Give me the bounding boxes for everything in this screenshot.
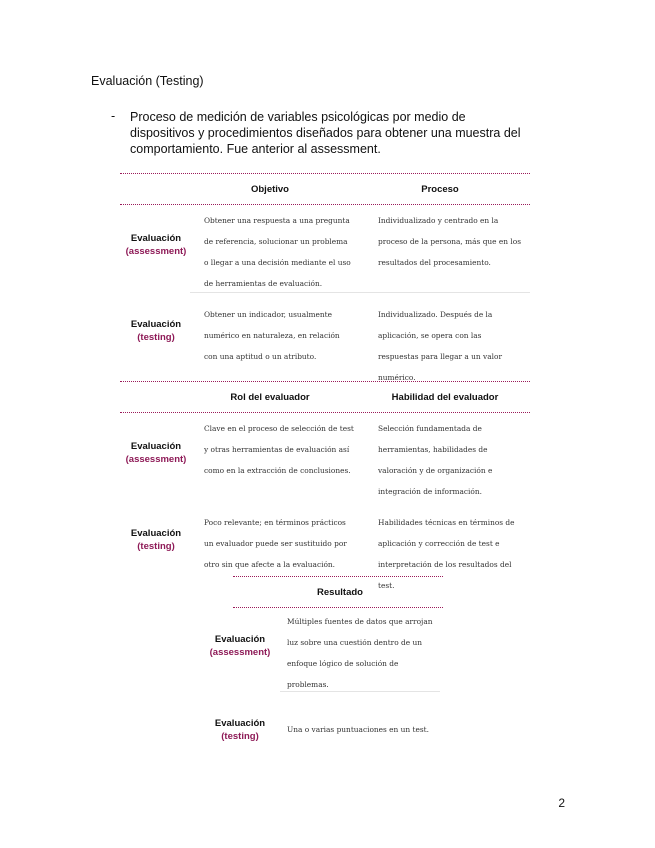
row-label-word: Evaluación [214,718,266,729]
table-cell: Obtener una respuesta a una pregunta de referencia, solucionar un problema o llegar a una decisión mediante el uso de herramientas de evaluación. [204,216,351,288]
column-header-resultado: Resultado [317,587,363,598]
row-label-word: Evaluación [130,441,182,452]
row-label-testing [118,527,194,553]
row-label-testing [118,318,194,344]
row-label-assessment [118,232,194,258]
row-divider [280,691,440,692]
table-header-rule [120,412,530,413]
row-label-assessment [203,633,277,659]
row-label-qualifier: (testing) [137,541,175,552]
column-header-habilidad-evaluador: Habilidad del evaluador [391,392,499,403]
column-header-rol-evaluador: Rol del evaluador [230,392,310,403]
row-label-word: Evaluación [130,233,182,244]
page-number: 2 [558,796,565,810]
row-label-qualifier: (testing) [137,332,175,343]
page-heading: Evaluación (Testing) [91,74,204,88]
row-label-qualifier: (assessment) [125,454,187,465]
row-label-qualifier: (testing) [221,731,259,742]
table-cell: Múltiples fuentes de datos que arrojan luz sobre una cuestión dentro de un enfoque lógico de solución de problemas. [287,617,433,689]
table-header-rule [120,204,530,205]
table-border-top [233,576,443,577]
table-header-rule [233,607,443,608]
row-label-qualifier: (assessment) [125,246,187,257]
table-border-top [120,381,530,382]
table-cell: Clave en el proceso de selección de test y otras herramientas de evaluación así como en la extracción de conclusiones. [204,424,354,475]
table-cell: Habilidades técnicas en términos de aplicación y corrección de test e interpretación de los resultados del test. [378,518,515,590]
table-cell: Individualizado. Después de la aplicación, se opera con las respuestas para llegar a un valor numérico. [378,310,502,382]
table-cell: Obtener un indicador, usualmente numérico en naturaleza, en relación con una aptitud o un atributo. [204,310,340,361]
row-label-qualifier: (assessment) [209,647,271,658]
row-label-word: Evaluación [130,528,182,539]
row-divider [190,292,530,293]
table-cell: Selección fundamentada de herramientas, habilidades de valoración y de organización e integración de información. [378,424,493,496]
column-header-proceso: Proceso [421,184,459,195]
row-label-assessment [118,440,194,466]
row-label-testing [203,717,277,743]
table-cell: Individualizado y centrado en la proceso de la persona, más que en los resultados del procesamiento. [378,216,521,267]
table-cell: Una o varias puntuaciones en un test. [287,725,429,734]
column-header-objetivo: Objetivo [250,184,289,195]
row-label-word: Evaluación [130,319,182,330]
bullet-marker: - [111,109,116,123]
bullet-text: Proceso de medición de variables psicológicas por medio de dispositivos y procedimientos diseñados para obtener una muestra del comportamiento. Fue anterior al assessment. [130,110,521,156]
table-border-top [120,173,530,174]
row-label-word: Evaluación [214,634,266,645]
table-cell: Poco relevante; en términos prácticos un evaluador puede ser sustituido por otro sin que afecte a la evaluación. [204,518,347,569]
